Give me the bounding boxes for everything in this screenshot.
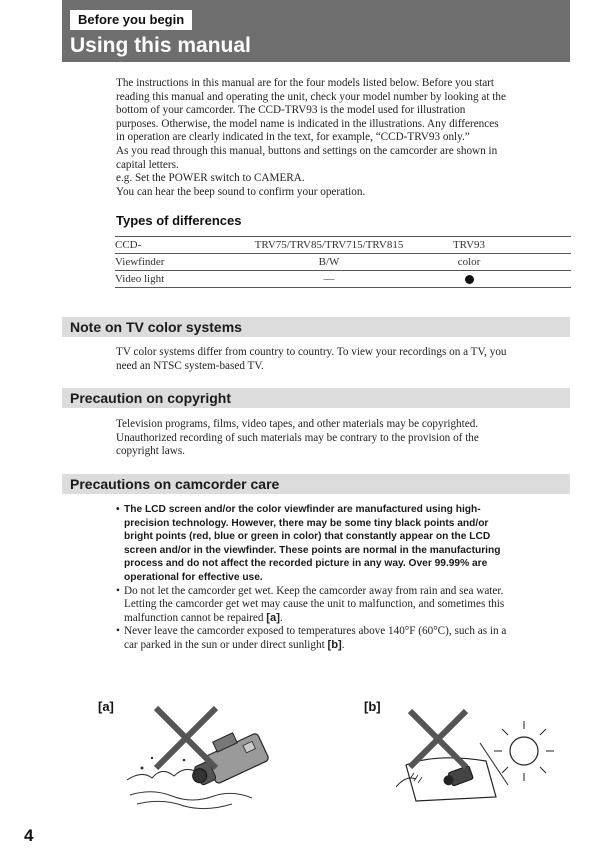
water-line: [137, 801, 232, 808]
droplet: [183, 759, 186, 762]
section-title-care: Precautions on camcorder care: [70, 476, 280, 492]
figure-ref-a: [a]: [266, 611, 280, 624]
intro-line: e.g. Set the POWER switch to CAMERA.: [116, 172, 305, 185]
sun-icon: [510, 737, 538, 765]
intro-line: As you read through this manual, buttons and settings on the camcorder are shown in: [116, 144, 498, 157]
bullet-line: The LCD screen and/or the color viewfinder are manufactured using high-: [124, 504, 481, 515]
bullet-line: process and do not affect the recorded picture in any way. Over 99.99% are: [124, 558, 488, 570]
bullet-line: [124, 639, 572, 653]
table-row: [115, 271, 571, 288]
table-cell: Viewfinder: [115, 254, 243, 271]
figure-label-b: [b]: [364, 699, 381, 714]
bullet-line: precision technology. However, there may be some tiny black points and/or: [124, 517, 489, 529]
intro-text: [116, 77, 572, 199]
bullet-line: screen and/or in the viewfinder. These points are normal in the manufacturing: [124, 544, 501, 556]
intro-line: You can hear the beep sound to confirm your operation.: [116, 185, 366, 198]
bullet-line: Do not let the camcorder get wet. Keep the camcorder away from rain and sea water.: [124, 584, 504, 597]
intro-line: reading this manual and operating the unit, check your model number by looking at the: [116, 90, 506, 103]
copyright-line: copyright laws.: [116, 445, 185, 458]
bullet-text: car parked in the sun or under direct sunlight: [124, 638, 328, 651]
table-row: [115, 254, 571, 271]
camcorder-icon: [441, 765, 473, 788]
splash-line: [127, 769, 200, 780]
hot-car-illustration: [396, 705, 566, 815]
bullet-line: [124, 612, 572, 626]
bullet-end: .: [279, 611, 283, 624]
intro-line: The instructions in this manual are for the four models listed below. Before you start: [116, 77, 495, 89]
differences-heading: Types of differences: [116, 213, 242, 228]
table-cell: TRV75/TRV85/TRV715/TRV815: [243, 237, 415, 254]
intro-line: bottom of your camcorder. The CCD-TRV93 is the model used for illustration: [116, 104, 466, 117]
bullet-line: Never leave the camcorder exposed to temperatures above 140°F (60°C), such as in a: [124, 625, 507, 638]
list-item: [116, 585, 572, 626]
bullet-line: Letting the camcorder get wet may cause the unit to malfunction, and sometimes this: [124, 598, 505, 611]
intro-line: purposes. Otherwise, the model name is indicated in the illustrations. Any differences: [116, 117, 499, 130]
bullet-icon: •: [116, 504, 120, 515]
bullet-end: .: [341, 638, 345, 651]
table-cell: [415, 271, 571, 288]
table-cell: CCD-: [115, 237, 243, 254]
table-cell: —: [243, 271, 415, 288]
table-cell: B/W: [243, 254, 415, 271]
table-cell: TRV93: [415, 237, 571, 254]
tv-text: [116, 346, 572, 373]
intro-line: in operation are clearly indicated in the text, for example, “CCD-TRV93 only.”: [116, 131, 470, 144]
section-title-copyright: Precaution on copyright: [70, 390, 232, 406]
section-title-tv: Note on TV color systems: [70, 319, 242, 335]
copyright-text: [116, 418, 572, 459]
table-cell: Video light: [115, 271, 243, 288]
bullet-text: malfunction cannot be repaired: [124, 611, 267, 624]
bullet-line: operational for effective use.: [124, 571, 263, 583]
page-title: Using this manual: [70, 34, 251, 57]
figure-ref-b: [b]: [327, 638, 342, 651]
list-item: [116, 503, 572, 585]
bullet-icon: •: [116, 584, 120, 597]
sun-rays: [494, 721, 554, 781]
droplet: [141, 767, 144, 770]
intro-line: capital letters.: [116, 158, 179, 171]
care-bullet-list: [116, 503, 572, 653]
bullet-line: bright points (red, blue or green in color) that constantly appear on the LCD: [124, 531, 491, 543]
table-row: [115, 237, 571, 254]
wet-camcorder-illustration: [122, 700, 282, 815]
windshield-line: [480, 743, 508, 785]
tv-line: need an NTSC system-based TV.: [116, 359, 264, 372]
filled-circle-icon: [465, 275, 474, 284]
copyright-line: Unauthorized recording of such materials may be contrary to the provision of the: [116, 431, 479, 444]
droplet: [151, 757, 153, 759]
list-item: [116, 625, 572, 652]
camcorder-icon: [183, 723, 270, 792]
bullet-icon: •: [116, 625, 120, 638]
table-cell: color: [415, 254, 571, 271]
copyright-line: Television programs, films, video tapes, and other materials may be copyrighted.: [116, 418, 479, 430]
car-door: [396, 778, 416, 787]
figure-label-a: [a]: [98, 699, 114, 714]
page-number: 4: [24, 826, 34, 845]
differences-table: [115, 236, 571, 288]
tv-line: TV color systems differ from country to country. To view your recordings on a TV, you: [116, 346, 507, 358]
water-line: [130, 792, 252, 800]
section-tag: Before you begin: [70, 10, 192, 30]
